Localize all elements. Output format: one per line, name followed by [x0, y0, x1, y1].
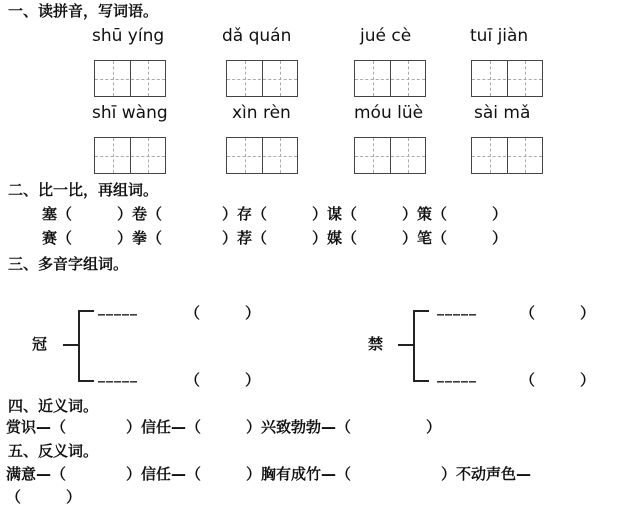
compare-row-2: 赛（ ）拳（ ）荐（ ）媒（ ）笔（ ）: [42, 229, 508, 247]
writing-grid[interactable]: [94, 137, 166, 174]
writing-grid[interactable]: [94, 60, 166, 97]
brace-stem: [63, 344, 78, 346]
compare-row-1: 塞（ ）卷（ ）存（ ）谋（ ）策（ ）: [42, 205, 508, 223]
pinyin-4: tuī jiàn: [470, 26, 529, 46]
writing-grid[interactable]: [226, 137, 298, 174]
blank-line: _____: [98, 300, 138, 316]
section4-title: 四、近义词。: [8, 397, 99, 415]
polyphone-char-right: 禁: [368, 335, 384, 353]
writing-grid[interactable]: [471, 137, 543, 174]
section2-title: 二、比一比，再组词。: [8, 181, 159, 199]
section5-title: 五、反义词。: [8, 442, 99, 460]
antonym-row-1: 满意—（ ）信任—（ ）胸有成竹—（ ）不动声色—: [6, 465, 532, 483]
brace: [413, 310, 429, 382]
writing-grid[interactable]: [471, 60, 543, 97]
pinyin-7: móu lüè: [354, 103, 424, 123]
pinyin-1: shū yíng: [92, 26, 165, 46]
brace-stem: [398, 344, 413, 346]
pinyin-2: dǎ quán: [222, 26, 292, 46]
writing-grid[interactable]: [226, 60, 298, 97]
answer-paren: （ ）: [520, 371, 596, 389]
answer-paren: （ ）: [185, 371, 261, 389]
pinyin-8: sài mǎ: [474, 103, 531, 123]
writing-grid[interactable]: [354, 60, 426, 97]
antonym-row-2: （ ）: [6, 488, 82, 506]
answer-paren: （ ）: [185, 304, 261, 322]
polyphone-char-left: 冠: [32, 335, 48, 353]
brace: [78, 310, 94, 382]
writing-grid[interactable]: [354, 137, 426, 174]
answer-paren: （ ）: [520, 304, 596, 322]
pinyin-6: xìn rèn: [232, 103, 291, 123]
section1-title: 一、读拼音，写词语。: [8, 2, 159, 20]
synonym-row: 赏识—（ ）信任—（ ）兴致勃勃—（ ）: [6, 418, 442, 436]
blank-line: _____: [98, 367, 138, 383]
blank-line: _____: [437, 367, 477, 383]
pinyin-5: shī wàng: [92, 103, 168, 123]
section3-title: 三、多音字组词。: [8, 255, 129, 273]
blank-line: _____: [437, 300, 477, 316]
pinyin-3: jué cè: [360, 26, 412, 46]
